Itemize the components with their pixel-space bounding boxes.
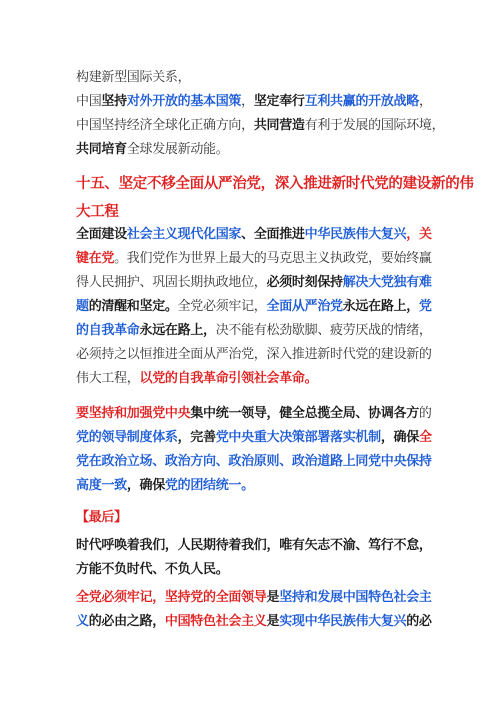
text-line bbox=[76, 271, 436, 295]
text-segment: 中国特色社会主义 bbox=[164, 614, 267, 629]
text-segment: 永远在路上， bbox=[139, 323, 216, 338]
text-segment: 的 bbox=[418, 406, 432, 421]
paragraph-opening bbox=[76, 66, 445, 162]
text-line bbox=[76, 66, 436, 90]
text-segment: 集中统一领导， bbox=[190, 406, 280, 421]
text-segment: 的自我革命 bbox=[76, 323, 140, 338]
text-segment: 全党必须牢记， bbox=[177, 299, 267, 314]
last-heading-block bbox=[76, 506, 436, 530]
text-segment: 社会主义现代化国家 bbox=[126, 227, 242, 242]
text-segment: ，确保 bbox=[380, 430, 419, 445]
text-line bbox=[76, 343, 436, 367]
text-segment: 全党必须牢记，坚持党的全面领导 bbox=[76, 590, 267, 605]
text-line bbox=[76, 247, 436, 271]
heading-line: 十五、坚定不移全面从严治党，深入推进新时代党的建设新的伟 bbox=[76, 176, 474, 192]
text-segment: 的清醒和坚定。 bbox=[88, 299, 178, 314]
text-segment: 时代呼唤着我们，人民期待着我们，唯有矢志不渝、笃行不怠， bbox=[76, 538, 432, 553]
text-segment: 的必 bbox=[406, 614, 432, 629]
text-segment: 党的领导制度体系 bbox=[76, 430, 178, 445]
text-segment: 永远在路上， bbox=[342, 299, 419, 314]
text-segment: ， bbox=[241, 94, 254, 109]
text-line bbox=[76, 319, 436, 343]
text-segment: 高度一致 bbox=[76, 478, 127, 493]
text-line bbox=[76, 426, 436, 450]
text-segment: 党的团结统一。 bbox=[164, 478, 254, 493]
text-segment: 中国 bbox=[76, 94, 102, 109]
text-line bbox=[76, 534, 436, 558]
paragraph-final bbox=[76, 586, 436, 634]
text-segment: 共同营造 bbox=[253, 118, 305, 133]
text-line bbox=[76, 367, 436, 391]
text-segment: 义 bbox=[76, 614, 89, 629]
heading-line: 大工程 bbox=[76, 204, 119, 220]
text-segment: 党 bbox=[418, 299, 432, 314]
text-segment: 构建新型国际关系， bbox=[76, 70, 191, 85]
text-segment: 、全面推进 bbox=[241, 227, 305, 242]
text-line bbox=[76, 402, 436, 426]
text-segment: 实现中华民族伟大复兴 bbox=[279, 614, 407, 629]
text-segment: 的必由之路， bbox=[88, 614, 165, 629]
text-segment: 方能不负时代、不负人民。 bbox=[76, 562, 229, 577]
text-segment: ，确保 bbox=[126, 478, 165, 493]
text-line bbox=[76, 223, 436, 247]
text-segment: 对外开放的基本国策 bbox=[126, 94, 242, 109]
text-segment: 有利于发展的国际环境， bbox=[304, 118, 445, 133]
text-line bbox=[76, 610, 436, 634]
text-segment: ，关 bbox=[406, 227, 432, 242]
text-line bbox=[76, 558, 436, 582]
text-line bbox=[76, 114, 445, 138]
text-segment: 坚持 bbox=[101, 94, 127, 109]
text-segment: 党在政治立场、政治方向、政治原则、政治道路上同党中央保持 bbox=[76, 454, 432, 469]
text-line bbox=[76, 90, 436, 114]
text-segment: 解决大党独有难 bbox=[342, 275, 432, 290]
text-segment: 全面从严治党 bbox=[266, 299, 343, 314]
text-segment: 以党的自我革命引领社会革命。 bbox=[139, 371, 318, 386]
text-segment: 。我们党作为世界上最大的马克思主义执政党，要始终赢 bbox=[114, 251, 432, 266]
text-segment: 互利共赢的开放战略 bbox=[304, 94, 419, 109]
text-line bbox=[76, 586, 436, 610]
text-segment: 得人民拥护、巩固长期执政地位， bbox=[76, 275, 267, 290]
text-segment: 健全总揽全局、协调各方 bbox=[279, 406, 419, 421]
text-segment: 键在党 bbox=[76, 251, 115, 266]
text-segment: 全 bbox=[418, 430, 432, 445]
text-segment: 必须持之以恒推进全面从严治党，深入推进新时代党的建设新的 bbox=[76, 347, 432, 362]
text-segment: 要坚持和加强党中央 bbox=[76, 406, 191, 421]
text-segment: 中国坚持经济全球化正确方向， bbox=[76, 118, 254, 133]
text-segment: 是 bbox=[266, 590, 280, 605]
text-line bbox=[76, 138, 436, 162]
text-segment: 全球发展新动能。 bbox=[126, 142, 229, 157]
text-segment: 伟大工程， bbox=[76, 371, 140, 386]
text-segment: 共同培育 bbox=[76, 142, 127, 157]
text-segment: 是 bbox=[266, 614, 280, 629]
text-segment: 坚定奉行 bbox=[253, 94, 305, 109]
text-segment: 全面建设 bbox=[76, 227, 127, 242]
text-segment: 必须时刻保持 bbox=[266, 275, 343, 290]
text-line bbox=[76, 474, 436, 498]
text-segment: 决不能有松劲歇脚、疲劳厌战的情绪， bbox=[215, 323, 432, 338]
section-heading-15 bbox=[76, 170, 474, 226]
last-heading: 【最后】 bbox=[76, 510, 127, 525]
text-line bbox=[76, 450, 436, 474]
paragraph-party-building bbox=[76, 223, 436, 391]
paragraph-party-leadership bbox=[76, 402, 436, 498]
text-line bbox=[76, 295, 436, 319]
text-segment: ， bbox=[418, 94, 432, 109]
text-segment: 坚持和发展中国特色社会主 bbox=[279, 590, 432, 605]
text-segment: 党中央重大决策部署落实机制 bbox=[215, 430, 381, 445]
text-segment: 题 bbox=[76, 299, 89, 314]
paragraph-closing bbox=[76, 534, 436, 582]
text-segment: 中华民族伟大复兴 bbox=[304, 227, 407, 242]
text-segment: ，完善 bbox=[177, 430, 216, 445]
